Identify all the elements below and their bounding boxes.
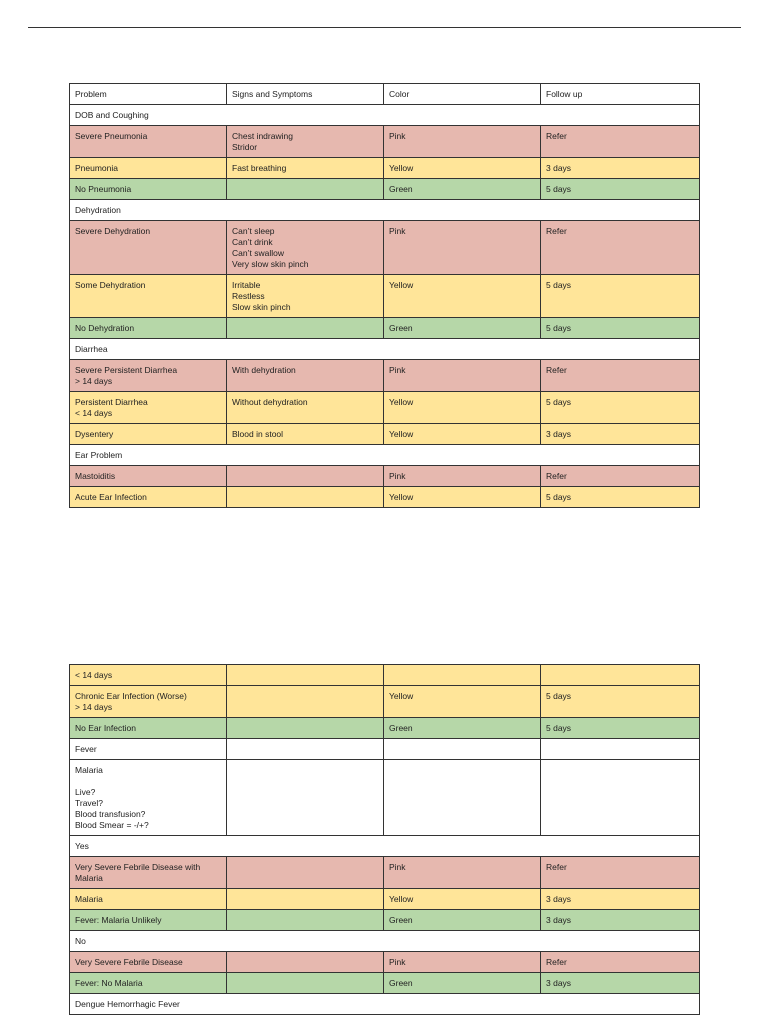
table-header-row [70, 84, 700, 105]
table-row [70, 466, 700, 487]
table-row [70, 686, 700, 718]
section-row [70, 836, 700, 857]
cell-color: Pink [384, 360, 541, 392]
table-body [70, 665, 700, 1015]
cell-signs [227, 857, 384, 889]
cell-follow-up [541, 760, 700, 836]
table-row [70, 760, 700, 836]
section-label: Dengue Hemorrhagic Fever [70, 994, 700, 1015]
cell-signs: Without dehydration [227, 392, 384, 424]
cell-signs [227, 973, 384, 994]
cell-follow-up: 3 days [541, 889, 700, 910]
cell-problem: Severe Persistent Diarrhea > 14 days [70, 360, 227, 392]
section-row [70, 339, 700, 360]
cell-color: Green [384, 973, 541, 994]
cell-problem: Very Severe Febrile Disease [70, 952, 227, 973]
cell-follow-up: 5 days [541, 275, 700, 318]
cell-problem: Pneumonia [70, 158, 227, 179]
section-label: No [70, 931, 700, 952]
cell-color: Yellow [384, 487, 541, 508]
cell-signs [227, 952, 384, 973]
cell-signs [227, 487, 384, 508]
section-row [70, 445, 700, 466]
cell-problem: Fever: No Malaria [70, 973, 227, 994]
table-row [70, 487, 700, 508]
table-row [70, 360, 700, 392]
cell-signs [227, 466, 384, 487]
table-row [70, 424, 700, 445]
cell-color: Yellow [384, 392, 541, 424]
section-row [70, 931, 700, 952]
table-row [70, 718, 700, 739]
cell-problem: Malaria Live? Travel? Blood transfusion? Blood Smear = -/+? [70, 760, 227, 836]
cell-problem: Mastoiditis [70, 466, 227, 487]
cell-color [384, 760, 541, 836]
table-row [70, 158, 700, 179]
table-row [70, 889, 700, 910]
cell-problem: Malaria [70, 889, 227, 910]
cell-problem: Dysentery [70, 424, 227, 445]
cell-follow-up: 5 days [541, 718, 700, 739]
cell-color: Pink [384, 857, 541, 889]
cell-color: Yellow [384, 424, 541, 445]
table-body [70, 105, 700, 508]
cell-follow-up: Refer [541, 126, 700, 158]
cell-follow-up [541, 665, 700, 686]
header-signs-and-symptoms: Signs and Symptoms [227, 84, 384, 105]
cell-follow-up: Refer [541, 952, 700, 973]
header-color: Color [384, 84, 541, 105]
section-label: DOB and Coughing [70, 105, 700, 126]
cell-follow-up: 5 days [541, 392, 700, 424]
table-row [70, 126, 700, 158]
cell-follow-up: 3 days [541, 973, 700, 994]
cell-signs [227, 889, 384, 910]
cell-color: Green [384, 318, 541, 339]
cell-follow-up: 5 days [541, 179, 700, 200]
cell-color: Pink [384, 221, 541, 275]
table-row [70, 857, 700, 889]
section-row [70, 994, 700, 1015]
triage-table-page-2 [69, 664, 700, 1015]
cell-signs [227, 739, 384, 760]
cell-color [384, 665, 541, 686]
section-row [70, 200, 700, 221]
cell-follow-up: 3 days [541, 424, 700, 445]
cell-signs [227, 179, 384, 200]
section-label: Yes [70, 836, 700, 857]
cell-problem: Fever [70, 739, 227, 760]
cell-follow-up: 3 days [541, 910, 700, 931]
table-row [70, 318, 700, 339]
table-row [70, 952, 700, 973]
cell-color: Yellow [384, 686, 541, 718]
section-label: Diarrhea [70, 339, 700, 360]
cell-follow-up [541, 739, 700, 760]
cell-signs: Chest indrawing Stridor [227, 126, 384, 158]
table-row [70, 910, 700, 931]
page-header-rule [28, 27, 741, 28]
cell-problem: No Ear Infection [70, 718, 227, 739]
cell-color: Yellow [384, 158, 541, 179]
cell-signs: Irritable Restless Slow skin pinch [227, 275, 384, 318]
cell-signs [227, 910, 384, 931]
cell-follow-up: Refer [541, 360, 700, 392]
cell-problem: Severe Dehydration [70, 221, 227, 275]
cell-color: Green [384, 910, 541, 931]
cell-color: Pink [384, 466, 541, 487]
cell-color: Yellow [384, 275, 541, 318]
cell-problem: Severe Pneumonia [70, 126, 227, 158]
section-label: Ear Problem [70, 445, 700, 466]
header-problem: Problem [70, 84, 227, 105]
triage-table-page-1 [69, 83, 700, 508]
cell-problem: Some Dehydration [70, 275, 227, 318]
table-row [70, 221, 700, 275]
cell-signs [227, 718, 384, 739]
cell-problem: Chronic Ear Infection (Worse) > 14 days [70, 686, 227, 718]
section-label: Dehydration [70, 200, 700, 221]
table-row [70, 973, 700, 994]
table-row [70, 665, 700, 686]
cell-follow-up: Refer [541, 466, 700, 487]
cell-follow-up: Refer [541, 857, 700, 889]
cell-signs: With dehydration [227, 360, 384, 392]
cell-signs: Fast breathing [227, 158, 384, 179]
cell-signs: Blood in stool [227, 424, 384, 445]
cell-follow-up: 5 days [541, 487, 700, 508]
table-row [70, 275, 700, 318]
cell-signs [227, 318, 384, 339]
cell-signs [227, 686, 384, 718]
cell-follow-up: 3 days [541, 158, 700, 179]
cell-problem: Acute Ear Infection [70, 487, 227, 508]
cell-color: Green [384, 179, 541, 200]
cell-follow-up: 5 days [541, 686, 700, 718]
cell-problem: Persistent Diarrhea < 14 days [70, 392, 227, 424]
table-row [70, 392, 700, 424]
cell-problem: No Pneumonia [70, 179, 227, 200]
cell-signs: Can’t sleep Can’t drink Can’t swallow Very slow skin pinch [227, 221, 384, 275]
cell-problem: Very Severe Febrile Disease with Malaria [70, 857, 227, 889]
cell-color: Pink [384, 952, 541, 973]
cell-follow-up: 5 days [541, 318, 700, 339]
cell-color [384, 739, 541, 760]
table-row [70, 179, 700, 200]
cell-signs [227, 665, 384, 686]
cell-problem: No Dehydration [70, 318, 227, 339]
cell-color: Yellow [384, 889, 541, 910]
table-row [70, 739, 700, 760]
cell-follow-up: Refer [541, 221, 700, 275]
cell-color: Pink [384, 126, 541, 158]
cell-color: Green [384, 718, 541, 739]
section-row [70, 105, 700, 126]
cell-problem: < 14 days [70, 665, 227, 686]
cell-problem: Fever: Malaria Unlikely [70, 910, 227, 931]
cell-signs [227, 760, 384, 836]
header-follow-up: Follow up [541, 84, 700, 105]
